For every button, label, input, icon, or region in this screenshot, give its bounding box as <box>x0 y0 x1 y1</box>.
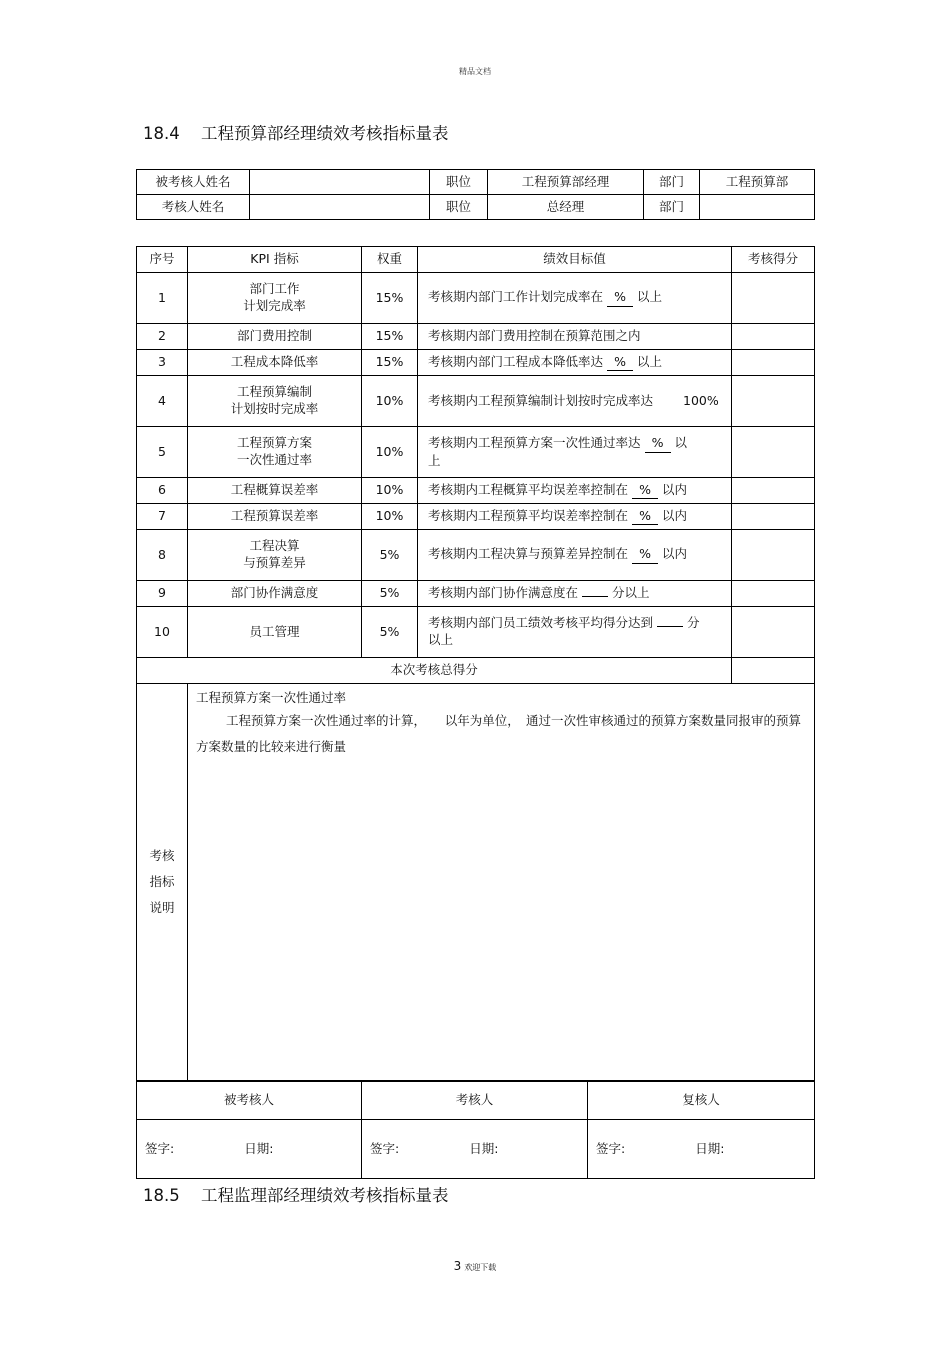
target-text: 考核期内部门费用控制在预算范围之内 <box>428 328 641 344</box>
section-number: 18.5 <box>143 1186 180 1205</box>
score-cell[interactable] <box>732 324 815 350</box>
kpi-row <box>137 376 815 427</box>
note-label-line: 考核 <box>149 848 175 863</box>
row-number: 1 <box>137 273 188 324</box>
examinee-row <box>137 170 815 195</box>
kpi-row <box>137 504 815 530</box>
target-suffix: 以内 <box>662 546 688 562</box>
target-value <box>418 504 732 530</box>
target-text: 考核期内部门员工绩效考核平均得分达到 <box>428 615 654 631</box>
kpi-row <box>137 581 815 607</box>
indicator-line: 部门协作满意度 <box>230 585 319 601</box>
examinee-dept-value: 工程预算部 <box>700 170 815 195</box>
target-value <box>418 607 732 658</box>
row-number: 8 <box>137 530 188 581</box>
examiner-header: 考核人 <box>362 1082 588 1120</box>
indicator-line: 工程预算编制 <box>236 384 312 400</box>
target-text: 考核期内部门工程成本降低率达 <box>428 353 604 369</box>
indicator-name <box>188 530 362 581</box>
note-label-line: 说明 <box>149 900 175 915</box>
footer-text: 欢迎下载 <box>464 1263 497 1272</box>
total-score-cell[interactable] <box>732 658 815 684</box>
header-score: 考核得分 <box>732 247 815 273</box>
examiner-dept-value[interactable] <box>700 195 815 220</box>
score-cell[interactable] <box>732 478 815 504</box>
examinee-signature-cell[interactable] <box>137 1120 362 1179</box>
target-value <box>418 427 732 478</box>
target-text: 考核期内工程预算编制计划按时完成率达 <box>428 392 654 408</box>
target-value <box>418 581 732 607</box>
target-blank[interactable]: % <box>645 435 671 453</box>
note-title: 工程预算方案一次性通过率 <box>196 690 347 705</box>
weight-value: 5% <box>362 530 418 581</box>
header-target: 绩效目标值 <box>418 247 732 273</box>
indicator-line: 一次性通过率 <box>236 452 312 467</box>
kpi-row <box>137 427 815 478</box>
indicator-line: 员工管理 <box>249 623 300 639</box>
target-line2: 上 <box>428 452 441 468</box>
target-suffix: 分 <box>687 615 700 631</box>
examinee-position-value: 工程预算部经理 <box>488 170 644 195</box>
header-note: 精品文档 <box>459 67 491 76</box>
indicator-name <box>188 607 362 658</box>
examiner-name-value[interactable] <box>250 195 430 220</box>
examiner-name-label: 考核人姓名 <box>137 195 250 220</box>
section-number: 18.4 <box>143 124 180 143</box>
target-value <box>418 273 732 324</box>
section-title-18-5 <box>143 1182 449 1206</box>
reviewer-signature-cell[interactable] <box>588 1120 815 1179</box>
target-text: 考核期内工程决算与预算差异控制在 <box>428 546 629 562</box>
indicator-line: 部门工作 <box>249 281 300 297</box>
score-cell[interactable] <box>732 427 815 478</box>
indicator-name <box>188 581 362 607</box>
target-value <box>418 530 732 581</box>
target-suffix: 100% <box>683 392 719 408</box>
score-cell[interactable] <box>732 350 815 376</box>
target-blank[interactable]: % <box>632 546 658 564</box>
section-title-18-4 <box>143 120 449 144</box>
section-title-text: 工程预算部经理绩效考核指标量表 <box>201 124 449 143</box>
examinee-name-label: 被考核人姓名 <box>137 170 250 195</box>
note-label-line: 指标 <box>149 874 175 889</box>
target-text: 考核期内部门协作满意度在 <box>428 585 579 601</box>
indicator-line: 工程预算误差率 <box>230 508 319 524</box>
indicator-line: 工程预算方案 <box>236 435 312 451</box>
examiner-signature-cell[interactable] <box>362 1120 588 1179</box>
target-line2: 以上 <box>428 632 454 647</box>
weight-value: 15% <box>362 350 418 376</box>
target-blank[interactable] <box>582 596 608 597</box>
row-number: 10 <box>137 607 188 658</box>
examinee-name-value[interactable] <box>250 170 430 195</box>
row-number: 4 <box>137 376 188 427</box>
page-number: 3 <box>453 1259 462 1273</box>
score-cell[interactable] <box>732 581 815 607</box>
note-row <box>137 684 815 1081</box>
score-cell[interactable] <box>732 504 815 530</box>
score-cell[interactable] <box>732 273 815 324</box>
target-suffix: 以内 <box>662 507 688 523</box>
date-label: 日期: <box>244 1140 274 1156</box>
target-value <box>418 376 732 427</box>
weight-value: 10% <box>362 376 418 427</box>
kpi-row <box>137 607 815 658</box>
note-label <box>137 684 188 1081</box>
examinee-header: 被考核人 <box>137 1082 362 1120</box>
kpi-header-row <box>137 247 815 273</box>
signature-table <box>136 1081 815 1179</box>
kpi-row <box>137 530 815 581</box>
examinee-position-label: 职位 <box>430 170 488 195</box>
target-blank[interactable] <box>657 626 683 627</box>
weight-value: 10% <box>362 427 418 478</box>
weight-value: 5% <box>362 581 418 607</box>
indicator-line: 部门费用控制 <box>236 328 312 344</box>
sign-label: 签字: <box>145 1140 175 1156</box>
target-value <box>418 324 732 350</box>
kpi-row <box>137 478 815 504</box>
weight-value: 15% <box>362 324 418 350</box>
indicator-name <box>188 478 362 504</box>
indicator-line: 工程决算 <box>249 538 300 554</box>
score-cell[interactable] <box>732 530 815 581</box>
sign-label: 签字: <box>370 1140 400 1156</box>
target-suffix: 分以上 <box>612 585 650 601</box>
target-suffix: 以内 <box>662 481 688 497</box>
score-cell[interactable] <box>732 607 815 658</box>
row-number: 9 <box>137 581 188 607</box>
person-info-table <box>136 169 815 220</box>
weight-value: 10% <box>362 478 418 504</box>
examiner-position-value: 总经理 <box>488 195 644 220</box>
weight-value: 5% <box>362 607 418 658</box>
target-value <box>418 350 732 376</box>
sign-label: 签字: <box>596 1140 626 1156</box>
kpi-table <box>136 246 815 1081</box>
row-number: 7 <box>137 504 188 530</box>
row-number: 5 <box>137 427 188 478</box>
indicator-name <box>188 427 362 478</box>
note-body: 工程预算方案一次性通过率的计算， 以年为单位， 通过一次性审核通过的预算方案数量同报审的预算方案数量的比较来进行衡量 <box>196 713 802 754</box>
header-weight: 权重 <box>362 247 418 273</box>
examiner-row <box>137 195 815 220</box>
indicator-name <box>188 350 362 376</box>
indicator-name <box>188 324 362 350</box>
signature-row <box>137 1120 815 1179</box>
indicator-line: 工程概算误差率 <box>230 482 319 498</box>
indicator-line: 计划完成率 <box>243 298 306 313</box>
indicator-line: 与预算差异 <box>243 555 306 570</box>
kpi-row <box>137 273 815 324</box>
total-label: 本次考核总得分 <box>137 658 732 684</box>
kpi-row <box>137 350 815 376</box>
weight-value: 10% <box>362 504 418 530</box>
target-text: 考核期内工程预算方案一次性通过率达 <box>428 434 641 450</box>
target-suffix: 以上 <box>637 353 663 369</box>
target-text: 考核期内工程概算平均误差率控制在 <box>428 481 629 497</box>
row-number: 2 <box>137 324 188 350</box>
weight-value: 15% <box>362 273 418 324</box>
indicator-name <box>188 504 362 530</box>
indicator-line: 工程成本降低率 <box>230 354 319 370</box>
indicator-name <box>188 273 362 324</box>
indicator-line: 计划按时完成率 <box>230 401 319 416</box>
target-suffix: 以 <box>674 434 688 450</box>
date-label: 日期: <box>469 1140 499 1156</box>
date-label: 日期: <box>695 1140 725 1156</box>
target-text: 考核期内工程预算平均误差率控制在 <box>428 507 629 523</box>
target-blank[interactable]: % <box>607 289 633 307</box>
target-suffix: 以上 <box>637 289 663 305</box>
row-number: 3 <box>137 350 188 376</box>
total-row <box>137 658 815 684</box>
header-no: 序号 <box>137 247 188 273</box>
reviewer-header: 复核人 <box>588 1082 815 1120</box>
kpi-row <box>137 324 815 350</box>
target-blank[interactable]: % <box>632 482 658 500</box>
signature-header-row <box>137 1082 815 1120</box>
header-indicator: KPI 指标 <box>188 247 362 273</box>
target-blank[interactable]: % <box>632 508 658 526</box>
target-blank[interactable]: % <box>607 354 633 372</box>
page-footer <box>0 1259 950 1273</box>
score-cell[interactable] <box>732 376 815 427</box>
target-value <box>418 478 732 504</box>
target-text: 考核期内部门工作计划完成率在 <box>428 289 604 305</box>
note-content <box>188 684 815 1081</box>
examiner-dept-label: 部门 <box>644 195 700 220</box>
section-title-text: 工程监理部经理绩效考核指标量表 <box>201 1186 449 1205</box>
examiner-position-label: 职位 <box>430 195 488 220</box>
row-number: 6 <box>137 478 188 504</box>
examinee-dept-label: 部门 <box>644 170 700 195</box>
indicator-name <box>188 376 362 427</box>
